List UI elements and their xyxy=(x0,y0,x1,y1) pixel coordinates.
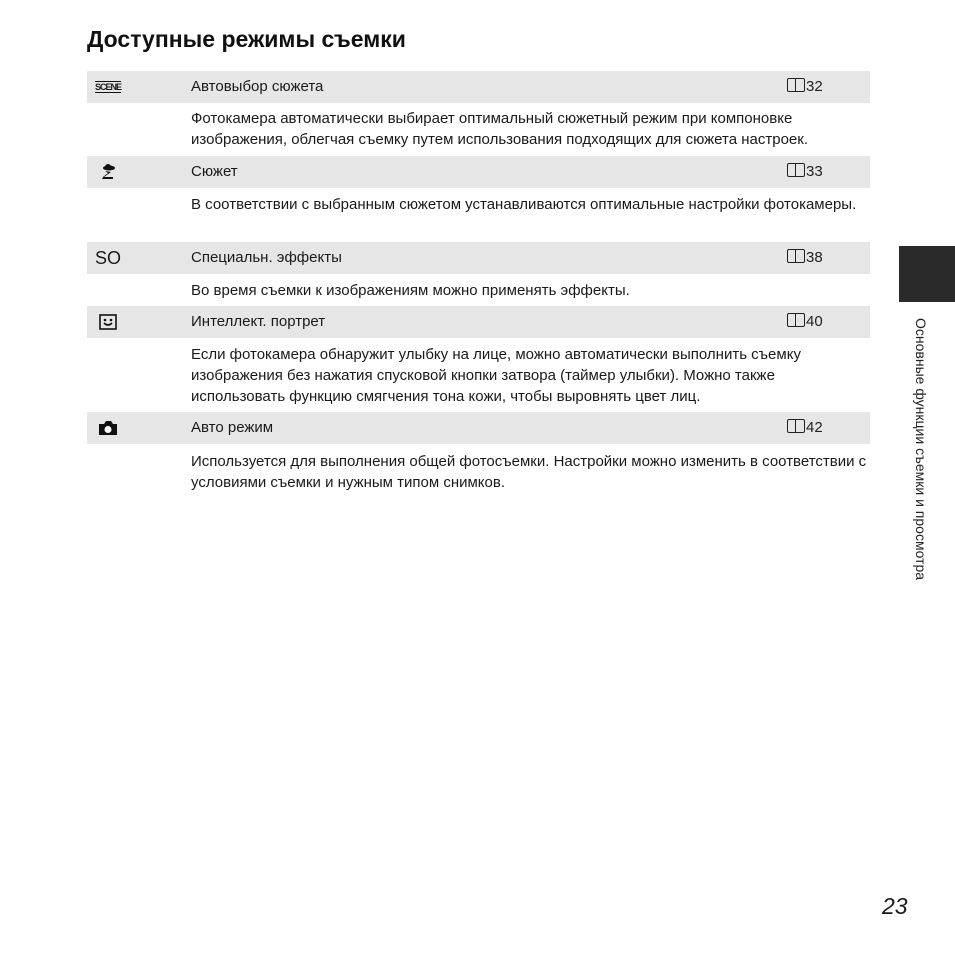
mode-label: Авто режим xyxy=(191,419,274,436)
mode-row-auto xyxy=(87,412,870,444)
mode-row-scene-auto xyxy=(87,71,870,103)
book-icon xyxy=(787,313,805,327)
section-tab-label: Основные функции съемки и просмотра xyxy=(913,318,929,581)
scene-icon xyxy=(97,163,119,181)
mode-label: Интеллект. портрет xyxy=(191,313,326,330)
mode-label: Автовыбор сюжета xyxy=(191,78,324,95)
page-reference[interactable]: 38 xyxy=(787,249,823,266)
section-tab-marker xyxy=(899,246,955,302)
mode-description: Во время съемки к изображениям можно применять эффекты. xyxy=(191,282,630,299)
mode-row-smart-portrait xyxy=(87,306,870,338)
mode-description: Если фотокамера обнаружит улыбку на лице, можно автоматически выполнить съемку изображения без нажатия спусковой кнопки затвора (таймер улыбки). Можно также использовать функцию смягчения тона кожи, чтобы выровнять цвет лиц. xyxy=(191,346,801,405)
mode-row-special-effects xyxy=(87,242,870,274)
page-reference[interactable]: 32 xyxy=(787,78,823,95)
special-effects-icon: SO xyxy=(95,247,122,268)
book-icon xyxy=(787,419,805,433)
mode-label: Сюжет xyxy=(191,163,238,180)
page-reference[interactable]: 42 xyxy=(787,419,823,436)
mode-description: Используется для выполнения общей фотосъемки. Настройки можно изменить в соответствии с условиями съемки и нужным типом снимков. xyxy=(191,453,867,491)
smart-portrait-icon xyxy=(97,313,119,331)
page-number: 23 xyxy=(882,893,908,919)
page-reference[interactable]: 33 xyxy=(787,163,823,180)
page-reference[interactable]: 40 xyxy=(787,313,823,330)
page-title: Доступные режимы съемки xyxy=(87,26,406,52)
book-icon xyxy=(787,163,805,177)
book-icon xyxy=(787,249,805,263)
book-icon xyxy=(787,78,805,92)
mode-row-scene xyxy=(87,156,870,188)
mode-description: Фотокамера автоматически выбирает оптимальный сюжетный режим при компоновке изображения, облегчая съемку путем использования подходящих для сюжета настроек. xyxy=(191,110,808,148)
auto-mode-camera-icon xyxy=(97,419,119,437)
scene-auto-selector-icon: SCENE xyxy=(95,82,122,92)
mode-description: В соответствии с выбранным сюжетом устанавливаются оптимальные настройки фотокамеры. xyxy=(191,196,857,213)
mode-label: Специальн. эффекты xyxy=(191,249,342,266)
